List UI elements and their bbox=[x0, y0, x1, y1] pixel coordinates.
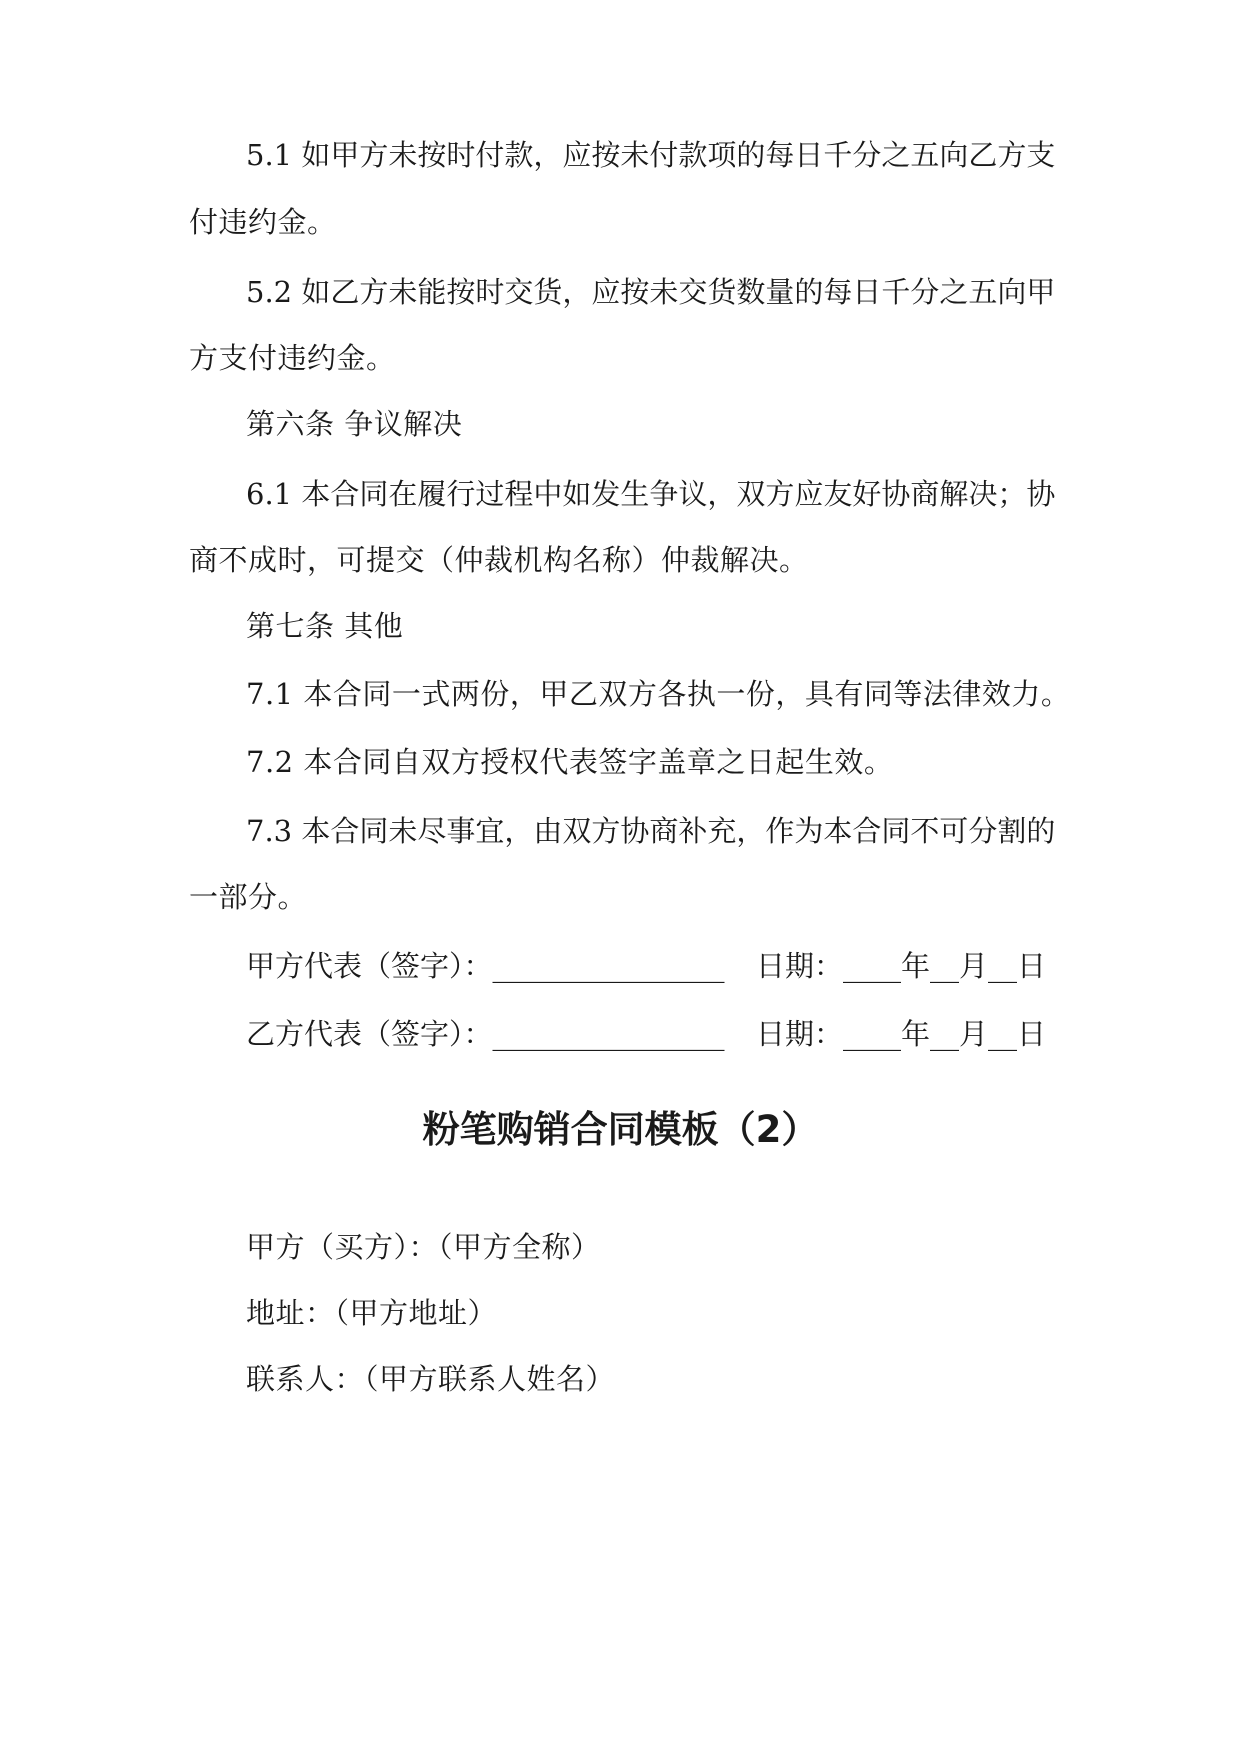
contract-2-title: 粉笔购销合同模板（2） bbox=[422, 1108, 819, 1151]
article-6-heading: 第六条 争议解决 bbox=[246, 407, 463, 441]
clause-6-1-text-1: 6.1 本合同在履行过程中如发生争议，双方应友好协商解决；协 bbox=[246, 477, 1056, 511]
clause-5-2-text-1: 5.2 如乙方未能按时交货，应按未交货数量的每日千分之五向甲 bbox=[246, 275, 1056, 309]
clause-7-2: 7.2 本合同自双方授权代表签字盖章之日起生效。 bbox=[246, 745, 894, 779]
party-b-signature-row bbox=[246, 1014, 1046, 1054]
article-7-heading: 第七条 其他 bbox=[246, 609, 404, 643]
clause-6-1-line-1 bbox=[246, 474, 1056, 514]
party-a-address: 地址：（甲方地址） bbox=[246, 1296, 498, 1330]
clause-7-1: 7.1 本合同一式两份，甲乙双方各执一份，具有同等法律效力。 bbox=[246, 677, 1071, 711]
clause-7-3-text-1: 7.3 本合同未尽事宜，由双方协商补充，作为本合同不可分割的 bbox=[246, 814, 1056, 848]
party-a-signature-label: 甲方代表（签字）：________________ bbox=[246, 949, 725, 983]
clause-5-2-line-1 bbox=[246, 272, 1056, 312]
party-a-signature-row bbox=[246, 946, 1046, 986]
clause-7-3-line-2: 一部分。 bbox=[189, 880, 308, 914]
clause-5-1-line-2: 付违约金。 bbox=[189, 205, 337, 239]
party-a-contact: 联系人：（甲方联系人姓名） bbox=[246, 1362, 616, 1396]
party-b-signature-label: 乙方代表（签字）：________________ bbox=[246, 1017, 725, 1051]
clause-7-3-line-1 bbox=[246, 811, 1056, 851]
clause-5-1-line-1 bbox=[246, 135, 1056, 175]
party-b-date: 日期：____年__月__日 bbox=[755, 1017, 1046, 1051]
party-a-date: 日期：____年__月__日 bbox=[755, 949, 1046, 983]
clause-5-1-text-1: 5.1 如甲方未按时付款，应按未付款项的每日千分之五向乙方支 bbox=[246, 138, 1056, 172]
clause-5-2-line-2: 方支付违约金。 bbox=[189, 341, 396, 375]
party-a-info: 甲方（买方）：（甲方全称） bbox=[246, 1230, 601, 1264]
clause-6-1-line-2: 商不成时，可提交（仲裁机构名称）仲裁解决。 bbox=[189, 543, 809, 577]
